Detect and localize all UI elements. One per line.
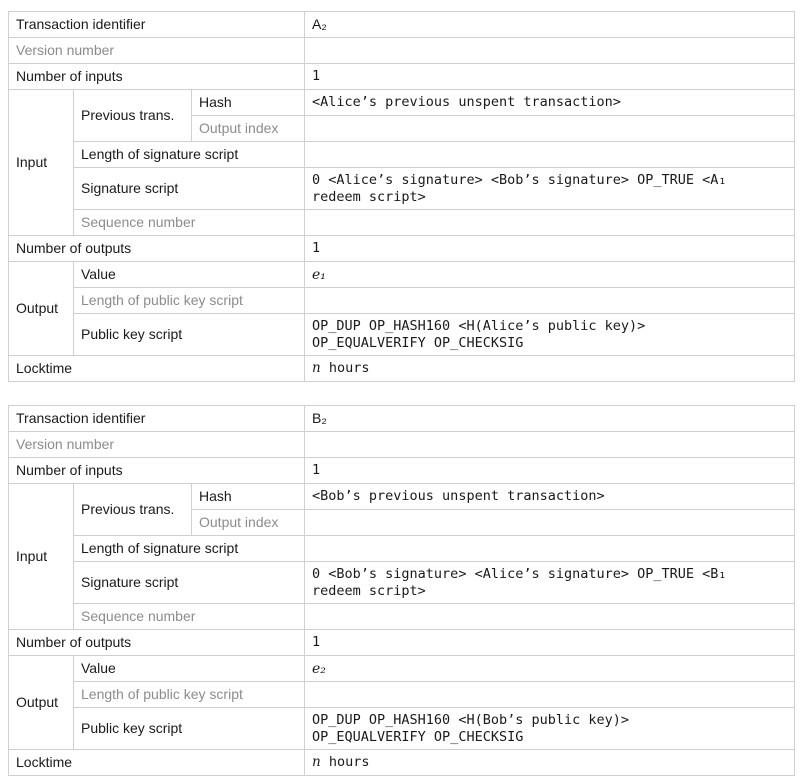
value-number-of-inputs: 1 [305, 64, 795, 90]
row-public-key-script [9, 708, 795, 750]
row-version-number [9, 38, 795, 64]
value-hash: <Alice’s previous unspent transaction> [305, 90, 795, 116]
value-value [305, 262, 795, 288]
signature-script-line-1: 0 <Bob’s signature> <Alice’s signature> OP_TRUE <B₁ [312, 565, 727, 582]
label-signature-script: Signature script [74, 562, 305, 604]
label-version-number: Version number [9, 38, 305, 64]
public-key-script-line-2: OP_EQUALVERIFY OP_CHECKSIG [312, 334, 524, 351]
label-output: Output [9, 262, 74, 356]
label-locktime: Locktime [9, 750, 305, 776]
label-value: Value [74, 656, 305, 682]
label-value: Value [74, 262, 305, 288]
value-sequence-number [305, 210, 795, 236]
public-key-script-line-1: OP_DUP OP_HASH160 <H(Bob’s public key)> [312, 711, 629, 728]
row-hash [9, 90, 795, 116]
label-transaction-identifier: Transaction identifier [9, 406, 305, 432]
value-sequence-number [305, 604, 795, 630]
label-input: Input [9, 484, 74, 630]
locktime-unit: hours [320, 754, 370, 770]
label-input: Input [9, 90, 74, 236]
value-number-of-outputs: 1 [305, 236, 795, 262]
row-length-of-signature-script [9, 142, 795, 168]
transaction-table-b2 [8, 405, 795, 776]
value-value [305, 656, 795, 682]
row-number-of-outputs [9, 630, 795, 656]
label-length-of-signature-script: Length of signature script [74, 536, 305, 562]
label-length-of-public-key-script: Length of public key script [74, 288, 305, 314]
value-locktime [305, 356, 795, 382]
value-output-index [305, 510, 795, 536]
row-transaction-identifier [9, 406, 795, 432]
value-public-key-script [305, 314, 795, 356]
locktime-variable: n [312, 360, 321, 376]
label-signature-script: Signature script [74, 168, 305, 210]
value-version-number [305, 38, 795, 64]
locktime-variable: n [312, 754, 321, 770]
row-locktime [9, 356, 795, 382]
row-sequence-number [9, 604, 795, 630]
label-output: Output [9, 656, 74, 750]
value-signature-script [305, 168, 795, 210]
label-hash: Hash [192, 90, 305, 116]
value-length-of-public-key-script [305, 682, 795, 708]
value-transaction-identifier: B₂ [305, 406, 795, 432]
row-hash [9, 484, 795, 510]
row-public-key-script [9, 314, 795, 356]
value-locktime [305, 750, 795, 776]
label-number-of-inputs: Number of inputs [9, 458, 305, 484]
label-hash: Hash [192, 484, 305, 510]
label-length-of-public-key-script: Length of public key script [74, 682, 305, 708]
row-locktime [9, 750, 795, 776]
value-number-of-outputs: 1 [305, 630, 795, 656]
public-key-script-line-2: OP_EQUALVERIFY OP_CHECKSIG [312, 728, 524, 745]
value-length-of-public-key-script [305, 288, 795, 314]
value-variable: e₁ [312, 266, 326, 283]
row-value [9, 656, 795, 682]
label-previous-trans: Previous trans. [74, 484, 192, 536]
label-public-key-script: Public key script [74, 708, 305, 750]
row-value [9, 262, 795, 288]
value-public-key-script [305, 708, 795, 750]
value-length-of-signature-script [305, 536, 795, 562]
label-output-index: Output index [192, 116, 305, 142]
label-output-index: Output index [192, 510, 305, 536]
locktime-unit: hours [320, 360, 370, 376]
row-signature-script [9, 562, 795, 604]
value-transaction-identifier: A₂ [305, 12, 795, 38]
row-length-of-signature-script [9, 536, 795, 562]
label-number-of-inputs: Number of inputs [9, 64, 305, 90]
label-number-of-outputs: Number of outputs [9, 236, 305, 262]
transaction-table-a2 [8, 11, 795, 382]
label-number-of-outputs: Number of outputs [9, 630, 305, 656]
public-key-script-line-1: OP_DUP OP_HASH160 <H(Alice’s public key)> [312, 317, 646, 334]
label-locktime: Locktime [9, 356, 305, 382]
row-transaction-identifier [9, 12, 795, 38]
value-signature-script [305, 562, 795, 604]
value-output-index [305, 116, 795, 142]
label-transaction-identifier: Transaction identifier [9, 12, 305, 38]
value-variable: e₂ [312, 660, 326, 677]
row-number-of-inputs [9, 64, 795, 90]
label-public-key-script: Public key script [74, 314, 305, 356]
label-version-number: Version number [9, 432, 305, 458]
row-number-of-outputs [9, 236, 795, 262]
label-previous-trans: Previous trans. [74, 90, 192, 142]
row-sequence-number [9, 210, 795, 236]
signature-script-line-2: redeem script> [312, 188, 426, 205]
signature-script-line-2: redeem script> [312, 582, 426, 599]
signature-script-line-1: 0 <Alice’s signature> <Bob’s signature> OP_TRUE <A₁ [312, 171, 727, 188]
value-hash: <Bob’s previous unspent transaction> [305, 484, 795, 510]
row-length-of-public-key-script [9, 288, 795, 314]
value-version-number [305, 432, 795, 458]
row-signature-script [9, 168, 795, 210]
value-number-of-inputs: 1 [305, 458, 795, 484]
value-length-of-signature-script [305, 142, 795, 168]
row-version-number [9, 432, 795, 458]
row-length-of-public-key-script [9, 682, 795, 708]
label-sequence-number: Sequence number [74, 210, 305, 236]
label-length-of-signature-script: Length of signature script [74, 142, 305, 168]
row-number-of-inputs [9, 458, 795, 484]
label-sequence-number: Sequence number [74, 604, 305, 630]
